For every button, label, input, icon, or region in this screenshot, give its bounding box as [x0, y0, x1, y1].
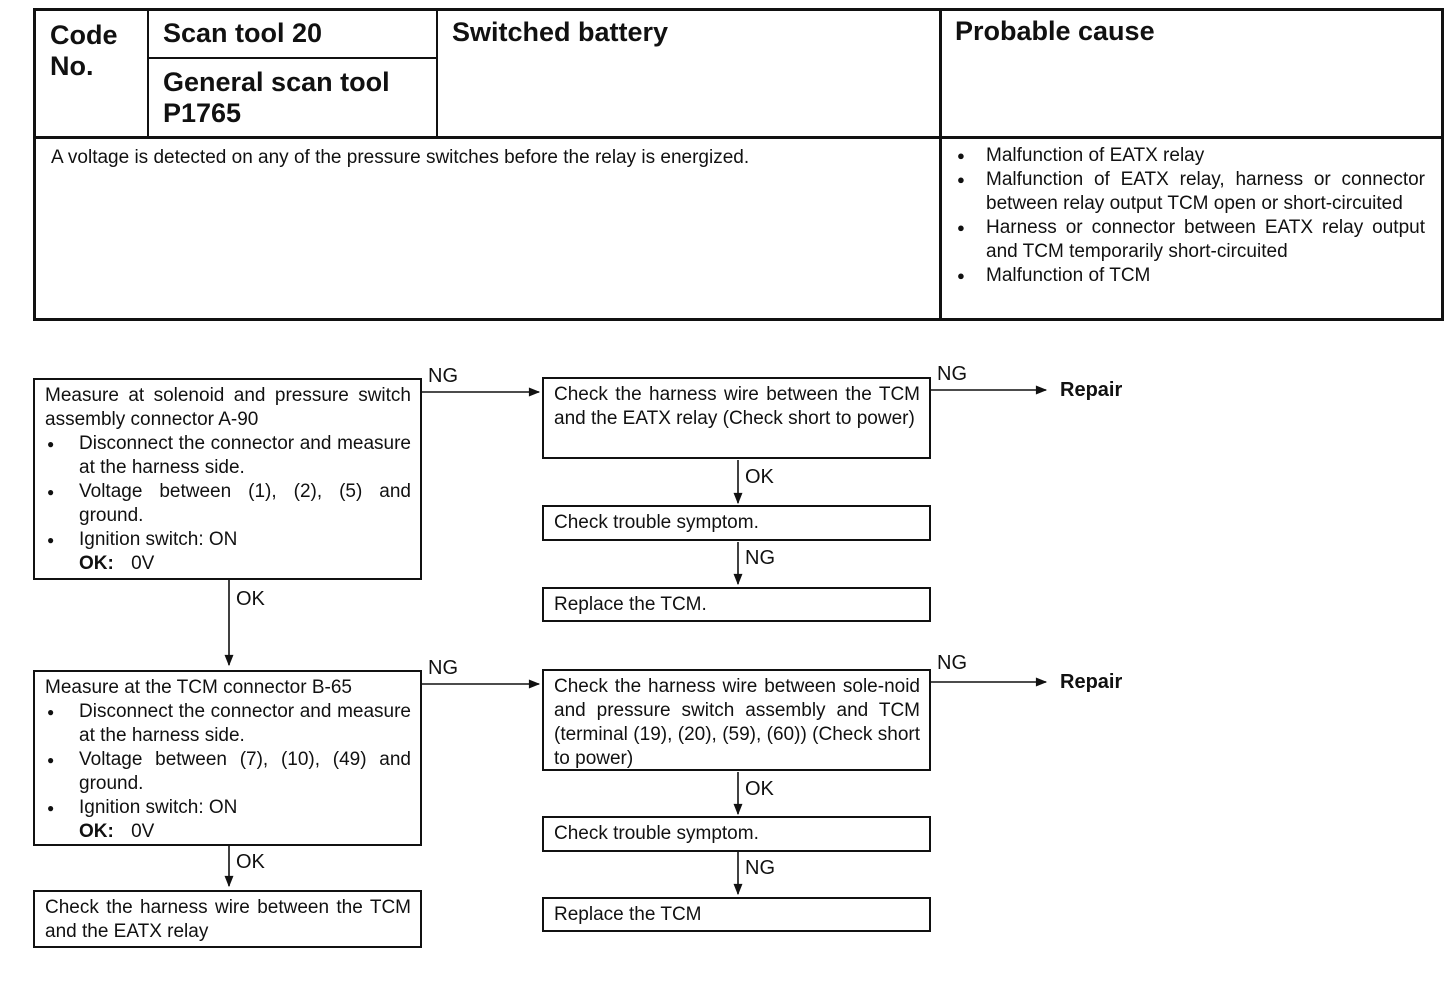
- ok-criterion-value: 0V: [131, 821, 155, 842]
- dtc-title: Switched battery: [452, 17, 669, 47]
- cause-item: ● Harness or connector between EATX relay output and TCM temporarily short-circuited: [953, 216, 1425, 264]
- cause-item: ● Malfunction of TCM: [953, 264, 1425, 288]
- step1-bullet: ● Ignition switch: ON: [45, 528, 411, 552]
- ok-label: OK: [236, 851, 265, 873]
- step1-ok-criterion: [45, 552, 411, 576]
- r1-replace-text: Replace the TCM.: [554, 594, 707, 615]
- repair-label: Repair: [1060, 671, 1123, 693]
- ng-label: NG: [428, 365, 458, 387]
- r2-check-text: Check the harness wire between sole-noid and pressure switch assembly and TCM (terminal (19), (20), (59), (60)) (Check short to power): [554, 676, 920, 769]
- probable-cause-label: Probable cause: [955, 16, 1155, 46]
- step2-measure-connector-b65: [33, 670, 422, 846]
- step2-title: Measure at the TCM connector B-65: [45, 677, 352, 698]
- step3-check-harness: [33, 890, 422, 948]
- r2-symptom-text: Check trouble symptom.: [554, 823, 759, 844]
- ng-label: NG: [937, 652, 967, 674]
- cause-item: ● Malfunction of EATX relay: [953, 144, 1425, 168]
- ng-label: NG: [745, 547, 775, 569]
- scan-tool-20-label: Scan tool 20: [163, 18, 323, 48]
- general-scan-tool-label: General scan tool: [163, 67, 390, 97]
- code-no-label: Code No.: [50, 20, 118, 81]
- step3-text: Check the harness wire between the TCM and the EATX relay: [45, 897, 411, 942]
- step1-bullet: ● Disconnect the connector and measure at the harness side.: [45, 432, 411, 480]
- step2-bullet: ● Voltage between (7), (10), (49) and ground.: [45, 748, 411, 796]
- r1-check-text: Check the harness wire between the TCM and the EATX relay (Check short to power): [554, 384, 920, 429]
- dtc-code: P1765: [163, 98, 242, 128]
- step2-bullet: ● Disconnect the connector and measure at the harness side.: [45, 700, 411, 748]
- step2-bullet: ● Ignition switch: ON: [45, 796, 411, 820]
- condition-text: A voltage is detected on any of the pressure switches before the relay is energized.: [51, 147, 750, 168]
- ng-label: NG: [937, 363, 967, 385]
- ok-label: OK: [745, 778, 774, 800]
- r2-trouble-symptom-box: [542, 816, 931, 852]
- ok-label: OK: [745, 466, 774, 488]
- ng-label: NG: [428, 657, 458, 679]
- r2-replace-tcm-box: [542, 897, 931, 932]
- ok-criterion-value: 0V: [131, 553, 155, 574]
- ok-criterion-label: OK:: [79, 553, 114, 574]
- r2-check-harness-box: [542, 669, 931, 771]
- r2-replace-text: Replace the TCM: [554, 904, 702, 925]
- ok-label: OK: [236, 588, 265, 610]
- ok-criterion-label: OK:: [79, 821, 114, 842]
- step1-title: Measure at solenoid and pressure switch assembly connector A-90: [45, 385, 411, 430]
- step1-bullet: ● Voltage between (1), (2), (5) and ground.: [45, 480, 411, 528]
- step1-measure-connector-a90: [33, 378, 422, 580]
- r1-symptom-text: Check trouble symptom.: [554, 512, 759, 533]
- r1-trouble-symptom-box: [542, 505, 931, 541]
- ng-label: NG: [745, 857, 775, 879]
- repair-label: Repair: [1060, 379, 1123, 401]
- step2-ok-criterion: [45, 820, 411, 844]
- cause-item: ● Malfunction of EATX relay, harness or connector between relay output TCM open or short-circuited: [953, 168, 1425, 216]
- r1-replace-tcm-box: [542, 587, 931, 622]
- r1-check-harness-box: [542, 377, 931, 459]
